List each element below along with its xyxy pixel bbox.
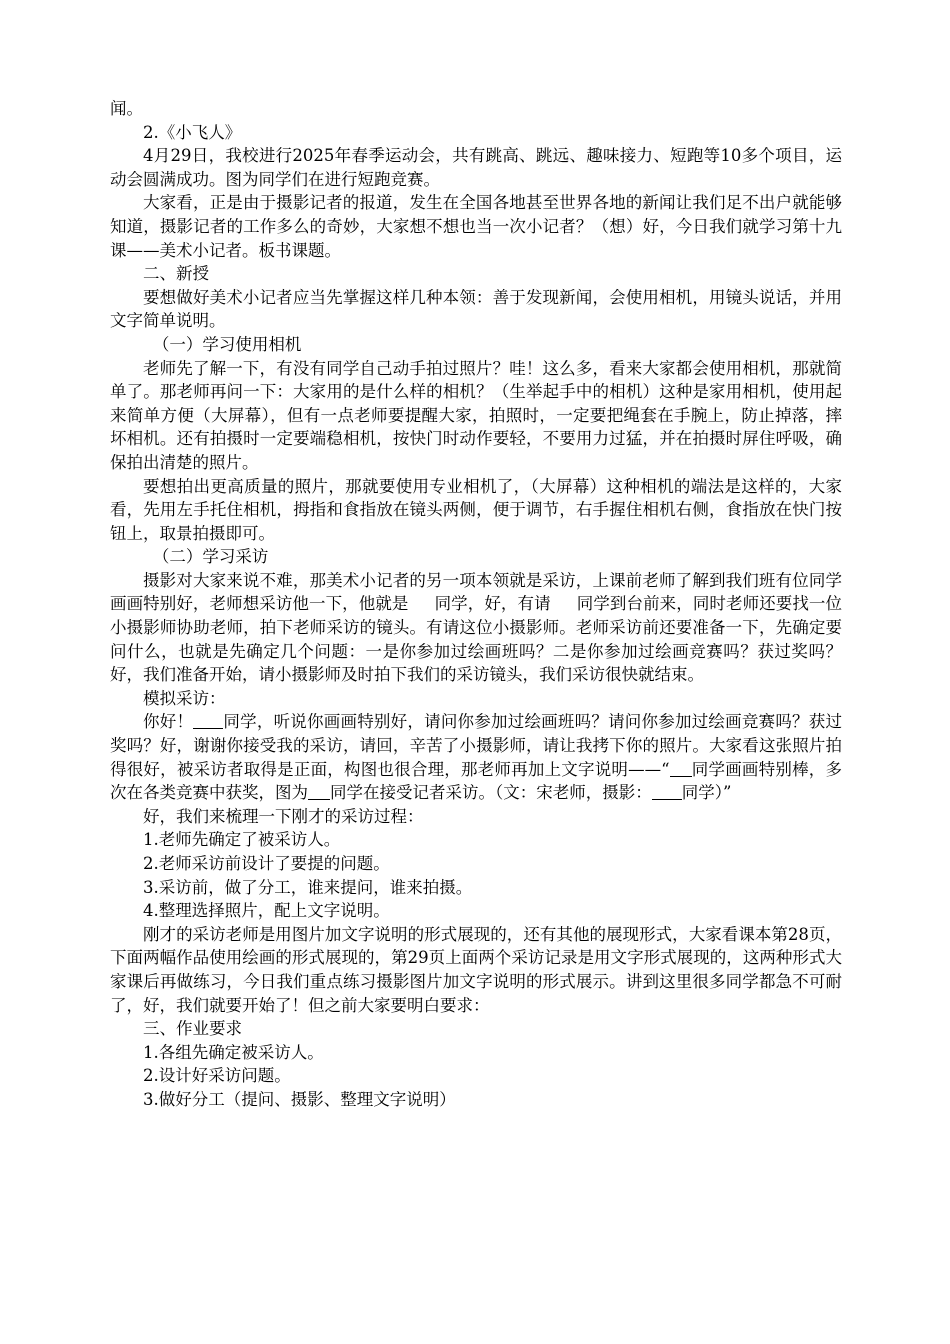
presentation-paragraph: 刚才的采访老师是用图片加文字说明的形式展现的，还有其他的展现形式，大家看课本第28页，下面两幅作品使用绘画的形式展现的，第29页上面两个采访记录是用文字形式展现的，这两种形式大家课后再做练习，今日我们重点练习摄影图片加文字说明的形式展示。讲到这里很多同学都急不可耐了，好，我们就要开始了！但之前大家要明白要求：: [110, 924, 842, 1015]
mock-text-1: 你好！: [143, 712, 194, 732]
subheading-interview: （二）学习采访: [152, 547, 269, 567]
section-heading-new-lesson: 二、新授: [143, 264, 209, 284]
review-step-2: 2.老师采访前设计了要提的问题。: [143, 854, 390, 873]
mock-interview-label: 模拟采访：: [143, 688, 226, 708]
homework-item-3: 3.做好分工（提问、摄影、整理文字说明）: [143, 1089, 456, 1109]
fill-blank: [308, 783, 330, 800]
camera-paragraph-2: 要想拍出更高质量的照片，那就要使用专业相机了，（大屏幕）这种相机的端法是这样的，大家看，先用左手托住相机，拇指和食指放在镜头两侧，便于调节，右手握住相机右侧，食指放在快门按钮上，取景拍摄即可。: [110, 476, 842, 543]
skills-paragraph: 要想做好美术小记者应当先掌握这样几种本领：善于发现新闻，会使用相机，用镜头说话，并用文字简单说明。: [110, 287, 842, 331]
review-step-3: 3.采访前，做了分工，谁来提问，谁来拍摄。: [143, 877, 473, 897]
camera-paragraph-1: 老师先了解一下，有没有同学自己动手拍过照片？哇！这么多，看来大家都会使用相机，那就简单了。那老师再问一下：大家用的是什么样的相机？（生举起手中的相机）这种是家用相机，使用起来简单方便（大屏幕），但有一点老师要提醒大家，拍照时，一定要把绳套在手腕上，防止掉落，摔坏相机。还有拍摄时一定要端稳相机，按快门时动作要轻，不要用力过猛，并在拍摄时屏住呼吸，确保拍出清楚的照片。: [110, 358, 842, 472]
interview-text-1: 摄影对大家来说不难，那美术小记者的另一项本领就是采访，上课前老师了解到我们班有位同学画画特别好，老师想采访他一下，他就是: [110, 570, 842, 614]
interview-paragraph: [110, 569, 842, 687]
mock-interview-paragraph: [110, 710, 842, 804]
fill-blank: [193, 712, 223, 729]
mock-text-4: 同学在接受记者采访。（文：宋老师，摄影：: [330, 783, 652, 803]
example-title: 2.《小飞人》: [143, 122, 242, 142]
homework-item-2: 2.设计好采访问题。: [143, 1066, 291, 1086]
mock-text-3: 同学画画特别棒，多次在各类竞赛中获奖，图为: [110, 759, 843, 803]
review-step-1: 1.老师先确定了被采访人。: [143, 830, 341, 850]
interview-text-2: 同学，好，有请: [434, 594, 551, 614]
subheading-camera: （一）学习使用相机: [152, 334, 302, 354]
example-caption: 4月29日，我校进行2025年春季运动会，共有跳高、跳远、趣味接力、短跑等10多个项目，运动会圆满成功。图为同学们在进行短跑竞赛。: [110, 146, 842, 189]
paragraph-continuation: 闻。: [110, 99, 143, 118]
fill-blank: [652, 783, 682, 800]
mock-text-2: 同学，听说你画画特别好，请问你参加过绘画班吗？请问你参加过绘画竞赛吗？获过奖吗？好，谢谢你接受我的采访，请回，辛苦了小摄影师，请让我拷下你的照片。大家看这张照片拍得很好，被采访者取得是正面，构图也很合理，那老师再加上文字说明——“: [110, 712, 843, 779]
review-intro: 好，我们来梳理一下刚才的采访过程：: [143, 806, 424, 826]
document-page: [110, 97, 842, 1112]
interview-text-3: 同学到台前来，同时老师还要找一位小摄影师协助老师，拍下老师采访的镜头。有请这位小摄影师。老师采访前还要准备一下，先确定要问什么，也就是先确定几个问题：一是你参加过绘画班吗？二是你参加过绘画竞赛吗？获过奖吗？好，我们准备开始，请小摄影师及时拍下我们的采访镜头，我们采访很快就结束。: [110, 594, 843, 685]
review-step-4: 4.整理选择照片，配上文字说明。: [143, 901, 390, 921]
section-heading-homework: 三、作业要求: [143, 1019, 242, 1039]
homework-item-1: 1.各组先确定被采访人。: [143, 1042, 324, 1062]
intro-paragraph: 大家看，正是由于摄影记者的报道，发生在全国各地甚至世界各地的新闻让我们足不出户就能够知道，摄影记者的工作多么的奇妙，大家想不想也当一次小记者？（想）好，今日我们就学习第十九课——美术小记者。板书课题。: [110, 193, 842, 260]
mock-text-5: 同学）”: [681, 783, 732, 803]
fill-blank: [670, 760, 692, 777]
